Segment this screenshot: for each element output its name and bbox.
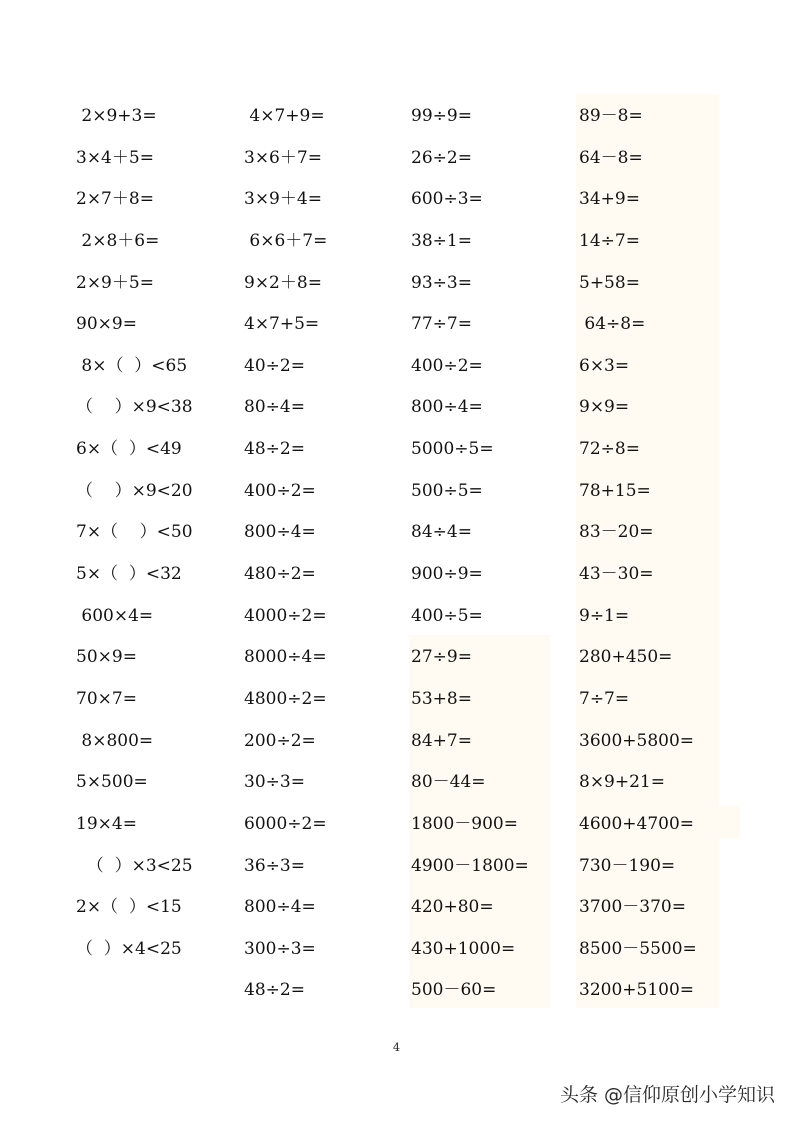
math-problem: 2×9＋5=: [76, 272, 154, 293]
problem-column-4: [579, 98, 697, 1014]
math-problem: 5×500=: [76, 772, 148, 793]
math-problem: 800÷4=: [411, 397, 483, 418]
math-problem: 400÷5=: [411, 605, 483, 626]
math-problem: 50×9=: [76, 647, 137, 668]
math-problem: 80－44=: [411, 772, 486, 793]
math-problem: 4900－1800=: [411, 855, 529, 876]
math-problem: 400÷2=: [244, 480, 316, 501]
math-problem: 70×7=: [76, 688, 137, 709]
math-problem: 3×6＋7=: [244, 147, 322, 168]
math-problem: 99÷9=: [411, 106, 472, 126]
math-problem: 48÷2=: [244, 980, 305, 1001]
math-problem: 800÷4=: [244, 897, 316, 918]
math-problem: 77÷7=: [411, 314, 472, 335]
math-problem: 600×4=: [76, 605, 154, 626]
math-problem: 4000÷2=: [244, 605, 327, 626]
math-problem: 9÷1=: [579, 605, 630, 626]
math-problem: 3×9＋4=: [244, 189, 322, 210]
math-problem: 500÷5=: [411, 480, 483, 501]
math-problem: 4×7+5=: [244, 314, 320, 335]
math-problem: 3600+5800=: [579, 730, 695, 751]
math-problem: 600÷3=: [411, 189, 483, 210]
math-problem: 8×（ ）<65: [76, 355, 188, 376]
math-problem: 83－20=: [579, 522, 654, 543]
math-problem: 500－60=: [411, 980, 497, 1001]
math-problem: 8×800=: [76, 730, 154, 751]
math-problem: 53+8=: [411, 688, 472, 709]
problem-column-3: [411, 98, 529, 1014]
math-problem: （ ）×3<25: [76, 855, 193, 876]
math-problem: 89－8=: [579, 106, 643, 126]
math-problem: 9×2＋8=: [244, 272, 322, 293]
math-problem: 3200+5100=: [579, 980, 695, 1001]
math-problem: 800÷4=: [244, 522, 316, 543]
math-problem: （ ）×9<38: [76, 397, 193, 418]
math-problem: 36÷3=: [244, 855, 305, 876]
math-problem: 2×（ ）<15: [76, 897, 182, 918]
math-problem: （ ）×9<20: [76, 480, 193, 501]
math-problem: 9×9=: [579, 397, 630, 418]
math-problem: 72÷8=: [579, 439, 640, 460]
math-problem: 2×7＋8=: [76, 189, 154, 210]
math-problem: 730－190=: [579, 855, 676, 876]
math-problem: 93÷3=: [411, 272, 472, 293]
math-problem: 6000÷2=: [244, 813, 327, 834]
math-problem: 27÷9=: [411, 647, 472, 668]
math-problem: 4800÷2=: [244, 688, 327, 709]
math-problem: 80÷4=: [244, 397, 305, 418]
math-problem: 8500－5500=: [579, 938, 697, 959]
math-problem: 200÷2=: [244, 730, 316, 751]
math-problem: 300÷3=: [244, 938, 316, 959]
math-problem: 14÷7=: [579, 230, 640, 251]
problem-column-2: [244, 98, 327, 1014]
math-problem: 64÷8=: [579, 314, 646, 335]
math-problem: 19×4=: [76, 813, 137, 834]
math-problem: 3700－370=: [579, 897, 686, 918]
math-problem: 480÷2=: [244, 564, 316, 585]
math-problem: 2×8＋6=: [76, 230, 160, 251]
math-problem: 6×6＋7=: [244, 230, 328, 251]
math-problem: 2×9+3=: [76, 106, 157, 126]
highlight-band-col4-ext: [706, 806, 740, 838]
math-problem: 7÷7=: [579, 688, 630, 709]
math-problem: 78+15=: [579, 480, 651, 501]
math-problem: 6×3=: [579, 355, 630, 376]
math-problem: 38÷1=: [411, 230, 472, 251]
watermark: 头条 @信仰原创小学知识: [559, 1084, 775, 1106]
math-problem: 5×（ ）<32: [76, 564, 182, 585]
page-number: 4: [393, 1041, 400, 1054]
math-problem: 48÷2=: [244, 439, 305, 460]
math-problem: 280+450=: [579, 647, 673, 668]
math-problem: 43－30=: [579, 564, 654, 585]
math-problem: 84÷4=: [411, 522, 472, 543]
math-problem: 1800－900=: [411, 813, 518, 834]
math-problem: 6×（ ）<49: [76, 439, 182, 460]
math-problem: 90×9=: [76, 314, 137, 335]
math-problem: 5+58=: [579, 272, 640, 293]
math-problem: 900÷9=: [411, 564, 483, 585]
math-problem: 400÷2=: [411, 355, 483, 376]
math-problem: 420+80=: [411, 897, 494, 918]
math-problem: 64－8=: [579, 147, 643, 168]
problem-column-1: [76, 98, 193, 972]
math-problem: 4×7+9=: [244, 106, 325, 126]
math-problem: 34+9=: [579, 189, 640, 210]
math-problem: 430+1000=: [411, 938, 516, 959]
math-problem: 8×9+21=: [579, 772, 665, 793]
math-problem: 40÷2=: [244, 355, 305, 376]
math-problem: 3×4＋5=: [76, 147, 154, 168]
math-problem: 26÷2=: [411, 147, 472, 168]
math-problem: 4600+4700=: [579, 813, 695, 834]
math-problem: 84+7=: [411, 730, 472, 751]
math-problem: 8000÷4=: [244, 647, 327, 668]
math-problem: 30÷3=: [244, 772, 305, 793]
math-problem: 5000÷5=: [411, 439, 494, 460]
math-problem: 7×（ ）<50: [76, 522, 193, 543]
math-problem: （ ）×4<25: [76, 938, 182, 959]
